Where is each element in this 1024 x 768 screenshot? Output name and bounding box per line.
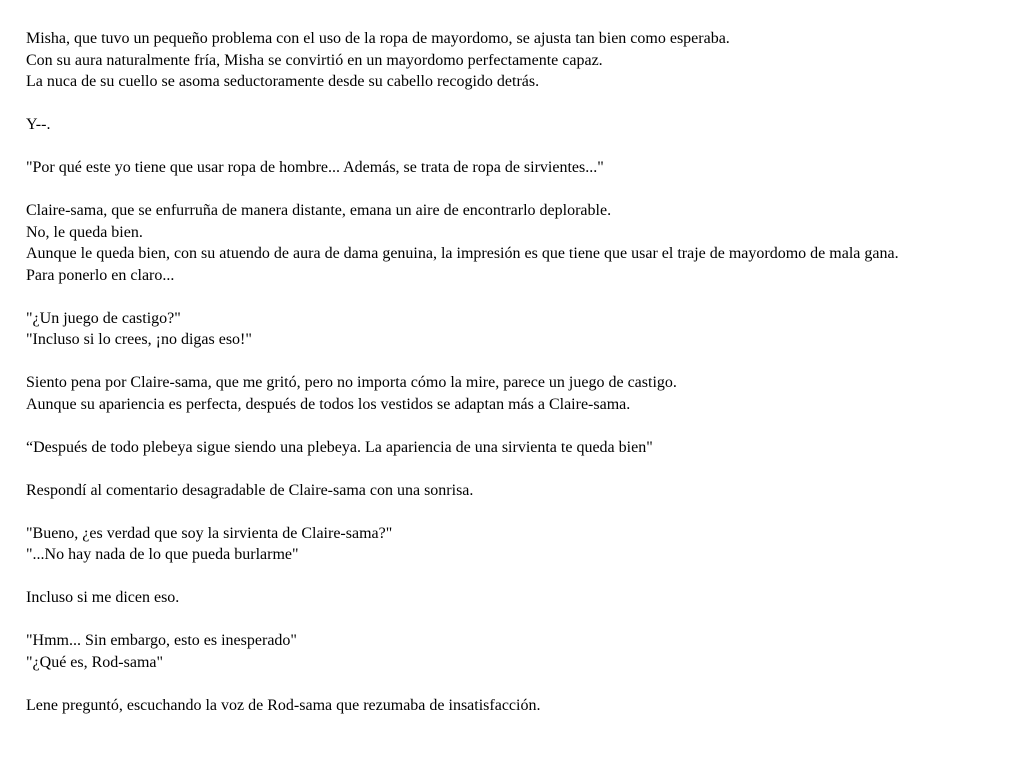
dialogue-line: "Incluso si lo crees, ¡no digas eso!"	[26, 331, 252, 348]
blank-line	[26, 501, 986, 523]
paragraph-line: Aunque le queda bien, con su atuendo de aura de dama genuina, la impresión es que tiene que usar el traje de mayordomo de mala gana.	[26, 245, 899, 262]
paragraph-line: Y--.	[26, 116, 51, 133]
dialogue-line: "...No hay nada de lo que pueda burlarme"	[26, 546, 299, 563]
paragraph-line: Claire-sama, que se enfurruña de manera distante, emana un aire de encontrarlo deplorable.	[26, 202, 612, 219]
blank-line	[26, 93, 986, 115]
paragraph-line: La nuca de su cuello se asoma seductoramente desde su cabello recogido detrás.	[26, 73, 540, 90]
blank-line	[26, 415, 986, 437]
blank-line	[26, 136, 986, 158]
paragraph-line: Siento pena por Claire-sama, que me gritó, pero no importa cómo la mire, parece un juego de castigo.	[26, 374, 677, 391]
blank-line	[26, 286, 986, 308]
paragraph-line: Lene preguntó, escuchando la voz de Rod-sama que rezumaba de insatisfacción.	[26, 696, 541, 714]
blank-line	[26, 673, 986, 695]
dialogue-line: "Bueno, ¿es verdad que soy la sirvienta de Claire-sama?"	[26, 524, 393, 542]
blank-line	[26, 179, 986, 201]
paragraph-line: Misha, que tuvo un pequeño problema con el uso de la ropa de mayordomo, se ajusta tan bien como esperaba.	[26, 30, 730, 47]
dialogue-line: "¿Un juego de castigo?"	[26, 309, 181, 327]
dialogue-line: "Por qué este yo tiene que usar ropa de hombre... Además, se trata de ropa de sirvientes..."	[26, 159, 604, 176]
blank-line	[26, 609, 986, 631]
paragraph-line: Con su aura naturalmente fría, Misha se convirtió en un mayordomo perfectamente capaz.	[26, 51, 603, 69]
blank-line	[26, 458, 986, 480]
story-text	[26, 28, 986, 716]
paragraph-line: Incluso si me dicen eso.	[26, 589, 180, 606]
paragraph-line: Para ponerlo en claro...	[26, 266, 175, 284]
blank-line	[26, 351, 986, 373]
paragraph-line: No, le queda bien.	[26, 223, 143, 241]
dialogue-line: “Después de todo plebeya sigue siendo una plebeya. La apariencia de una sirvienta te queda bien"	[26, 438, 653, 456]
paragraph-line: Respondí al comentario desagradable de Claire-sama con una sonrisa.	[26, 481, 474, 499]
blank-line	[26, 566, 986, 588]
dialogue-line: "Hmm... Sin embargo, esto es inesperado"	[26, 632, 297, 649]
dialogue-line: "¿Qué es, Rod-sama"	[26, 653, 164, 671]
paragraph-line: Aunque su apariencia es perfecta, después de todos los vestidos se adaptan más a Claire-sama.	[26, 395, 631, 413]
